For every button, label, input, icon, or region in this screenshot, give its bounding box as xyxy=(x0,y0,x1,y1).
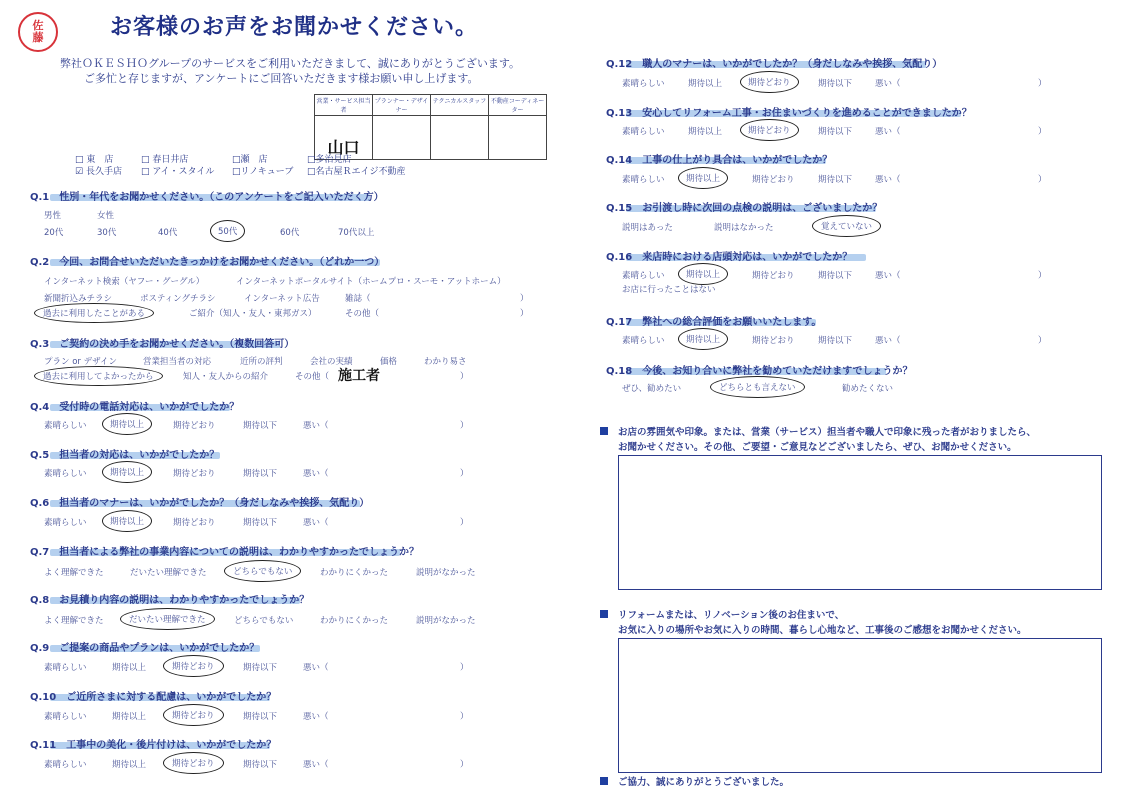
rating-option[interactable]: 悪い（ xyxy=(875,79,901,89)
square-bullet-icon xyxy=(600,777,608,785)
comment-prompt-2: リフォームまたは、リノベーション後のお住まいで、 xyxy=(618,610,845,621)
option[interactable]: 営業担当者の対応 xyxy=(143,357,212,367)
rating-option-selected[interactable]: 期待どおり xyxy=(740,119,799,141)
question-q7: Q.7 担当者による弊社の事業内容についての説明は、わかりやすかったでしょうか？ xyxy=(30,547,420,558)
paren: ） xyxy=(460,518,469,528)
rating-option[interactable]: 期待以上 xyxy=(112,663,147,673)
option-selected[interactable]: どちらでもない xyxy=(224,560,301,582)
option[interactable]: 勧めたくない xyxy=(842,384,894,394)
rating-option[interactable]: 期待どおり xyxy=(752,271,795,281)
question-q12: Q.12 職人のマナーは、いかがでしたか？（身だしなみや挨拶、気配り） xyxy=(606,59,943,70)
option[interactable]: よく理解できた xyxy=(44,616,104,626)
question-q11: Q.11 工事中の美化・後片付けは、いかがでしたか？ xyxy=(30,740,277,751)
square-bullet-icon xyxy=(600,427,608,435)
rating-option[interactable]: 期待以下 xyxy=(243,712,278,722)
option[interactable]: ご紹介（知人・友人・東邦ガス） xyxy=(189,309,317,319)
option[interactable]: わかりにくかった xyxy=(320,616,389,626)
technical-staff-cell[interactable] xyxy=(431,116,489,160)
rating-option[interactable]: 素晴らしい xyxy=(622,175,665,185)
rating-option[interactable]: 悪い（ xyxy=(875,271,901,281)
store-option[interactable]: □ 春日井店 xyxy=(141,155,189,165)
option[interactable]: 20代 xyxy=(44,228,64,238)
question-q4: Q.4 受付時の電話対応は、いかがでしたか？ xyxy=(30,402,240,413)
question-q8: Q.8 お見積り内容の説明は、わかりやすかったでしょうか？ xyxy=(30,595,310,606)
rating-option-selected[interactable]: 期待どおり xyxy=(163,655,224,677)
option[interactable]: 知人・友人からの紹介 xyxy=(183,372,269,382)
store-option[interactable]: □瀬 店 xyxy=(232,155,268,165)
rating-option[interactable]: 期待以下 xyxy=(243,663,278,673)
rating-option[interactable]: 期待以下 xyxy=(243,760,278,770)
option[interactable]: 会社の実績 xyxy=(310,357,353,367)
rating-option[interactable]: 期待どおり xyxy=(173,469,216,479)
paren: ） xyxy=(460,760,469,770)
option-selected[interactable]: 過去に利用してよかったから xyxy=(34,366,163,386)
option[interactable]: 雑誌（ xyxy=(345,294,371,304)
rating-option[interactable]: 素晴らしい xyxy=(44,663,87,673)
rating-option[interactable]: 素晴らしい xyxy=(44,421,87,431)
rating-option[interactable]: 期待どおり xyxy=(752,336,795,346)
rating-option[interactable]: 素晴らしい xyxy=(622,271,665,281)
rating-option-selected[interactable]: 期待以上 xyxy=(678,167,728,189)
option[interactable]: その他（ xyxy=(295,372,330,382)
paren: ） xyxy=(460,421,469,431)
rating-option[interactable]: 素晴らしい xyxy=(44,712,87,722)
option[interactable]: プラン or デザイン xyxy=(44,357,118,367)
rating-option[interactable]: 悪い（ xyxy=(303,518,329,528)
option-selected[interactable]: どちらとも言えない xyxy=(710,376,805,398)
store-option[interactable]: □多治見店 xyxy=(307,155,352,165)
option[interactable]: だいたい理解できた xyxy=(130,568,207,578)
rating-option[interactable]: 悪い（ xyxy=(303,469,329,479)
planner-cell[interactable] xyxy=(373,116,431,160)
question-q16: Q.16 来店時における店頭対応は、いかがでしたか？ xyxy=(606,252,853,263)
option[interactable]: お店に行ったことはない xyxy=(622,285,716,295)
option[interactable]: 価格 xyxy=(380,357,398,367)
rating-option-selected[interactable]: 期待どおり xyxy=(163,752,224,774)
option[interactable]: 70代以上 xyxy=(338,228,375,238)
question-q18: Q.18 今後、お知り合いに弊社を勧めていただけますでしょうか？ xyxy=(606,366,913,377)
option[interactable]: 女性 xyxy=(97,211,115,221)
comment-box-2[interactable] xyxy=(618,638,1102,773)
comment-prompt-1: お店の雰囲気や印象。または、営業（サービス）担当者や職人で印象に残った者がおりましたら、 xyxy=(618,427,1037,438)
paren: ） xyxy=(1038,271,1047,281)
option[interactable]: 30代 xyxy=(97,228,117,238)
option[interactable]: 近所の評判 xyxy=(240,357,283,367)
option[interactable]: その他（ xyxy=(345,309,380,319)
option-selected[interactable]: 過去に利用したことがある xyxy=(34,303,154,323)
question-q9: Q.9 ご提案の商品やプランは、いかがでしたか？ xyxy=(30,643,260,654)
question-q2: Q.2 今回、お問合せいただいたきっかけをお聞かせください。（どれか一つ） xyxy=(30,257,385,268)
paren: ） xyxy=(1038,175,1047,185)
question-q6: Q.6 担当者のマナーは、いかがでしたか？（身だしなみや挨拶、気配り） xyxy=(30,498,370,509)
option[interactable]: 男性 xyxy=(44,211,62,221)
rating-option[interactable]: 素晴らしい xyxy=(44,469,87,479)
rating-option[interactable]: 悪い（ xyxy=(875,127,901,137)
option[interactable]: 説明がなかった xyxy=(416,568,476,578)
rating-option-selected[interactable]: 期待以上 xyxy=(102,413,152,435)
option[interactable]: 説明がなかった xyxy=(416,616,476,626)
intro-line-2: ご多忙と存じますが、アンケートにご回答いただきます様お願い申し上げます。 xyxy=(84,72,479,85)
paren: ） xyxy=(520,309,529,319)
rating-option[interactable]: 期待以下 xyxy=(818,127,853,137)
option[interactable]: わかり易さ xyxy=(424,357,467,367)
option[interactable]: 説明はあった xyxy=(622,223,673,233)
realestate-cell[interactable] xyxy=(489,116,547,160)
store-option[interactable]: □ 東 店 xyxy=(75,155,114,165)
option-selected[interactable]: 覚えていない xyxy=(812,215,881,237)
question-q14: Q.14 工事の仕上がり具合は、いかがでしたか？ xyxy=(606,155,833,166)
seal-stamp: 佐 藤 xyxy=(18,12,58,52)
sales-staff-name: 山口 xyxy=(327,138,360,157)
checked-box-icon: ☑ xyxy=(75,167,84,177)
handwritten-answer: 施工者 xyxy=(338,368,380,384)
rating-option[interactable]: 期待どおり xyxy=(752,175,795,185)
paren: ） xyxy=(460,663,469,673)
store-label: 長久手店 xyxy=(85,167,122,177)
store-option[interactable]: □リノキューブ xyxy=(232,167,294,177)
rating-option[interactable]: 期待以下 xyxy=(243,469,278,479)
page-title: お客様のお声をお聞かせください。 xyxy=(110,15,479,40)
option[interactable]: インターネット検索（ヤフー・グーグル） xyxy=(44,277,205,287)
rating-option[interactable]: 素晴らしい xyxy=(44,518,87,528)
rating-option[interactable]: 期待以上 xyxy=(112,760,147,770)
paren: ） xyxy=(1038,336,1047,346)
option[interactable]: どちらでもない xyxy=(234,616,294,626)
paren: ） xyxy=(460,712,469,722)
option[interactable]: 新聞折込みチラシ xyxy=(44,294,113,304)
staff-header: テクニカルスタッフ xyxy=(431,95,489,116)
store-option[interactable]: □ アイ・スタイル xyxy=(141,167,215,177)
intro-line-1: 弊社ＯＫＥＳＨＯグループのサービスをご利用いただきまして、誠にありがとうございます。 xyxy=(60,57,521,70)
question-q10: Q.10 ご近所さまに対する配慮は、いかがでしたか？ xyxy=(30,692,277,703)
paren: ） xyxy=(1038,79,1047,89)
rating-option-selected[interactable]: 期待どおり xyxy=(163,704,224,726)
rating-option[interactable]: 悪い（ xyxy=(303,712,329,722)
rating-option[interactable]: 期待以下 xyxy=(818,336,853,346)
staff-header: 営業・サービス担当者 xyxy=(315,95,373,116)
paren: ） xyxy=(460,469,469,479)
paren: ） xyxy=(460,372,469,382)
rating-option[interactable]: 悪い（ xyxy=(303,760,329,770)
question-q13: Q.13 安心してリフォーム工事・お住まいづくりを進めることができましたか？ xyxy=(606,108,972,119)
question-q15: Q.15 お引渡し時に次回の点検の説明は、ございましたか？ xyxy=(606,203,883,214)
rating-option[interactable]: 期待以上 xyxy=(112,712,147,722)
question-q5: Q.5 担当者の対応は、いかがでしたか？ xyxy=(30,450,220,461)
comment-prompt-1b: お聞かせください。その他、ご要望・ご意見などございましたら、ぜひ、お聞かせください。 xyxy=(618,442,1017,453)
option[interactable]: 説明はなかった xyxy=(714,223,774,233)
staff-header: 不動産コーディネーター xyxy=(489,95,547,116)
question-q1: Q.1 性別・年代をお聞かせください。（このアンケートをご記入いただく方） xyxy=(30,192,384,203)
rating-option[interactable]: 期待以下 xyxy=(243,421,278,431)
rating-option-selected[interactable]: 期待以上 xyxy=(102,510,152,532)
rating-option[interactable]: 悪い（ xyxy=(303,421,329,431)
store-option[interactable]: □名古屋Ｒエイジ不動産 xyxy=(307,167,406,177)
rating-option-selected[interactable]: 期待どおり xyxy=(740,71,799,93)
comment-prompt-2b: お気に入りの場所やお気に入りの時間、暮らし心地など、工事後のご感想をお聞かせください。 xyxy=(618,625,1027,636)
staff-table xyxy=(314,94,547,160)
rating-option[interactable]: 期待どおり xyxy=(173,518,216,528)
option-selected[interactable]: だいたい理解できた xyxy=(120,608,215,630)
option-selected[interactable]: 50代 xyxy=(210,220,245,242)
rating-option[interactable]: 期待以下 xyxy=(818,271,853,281)
rating-option[interactable]: 悪い（ xyxy=(875,336,901,346)
option[interactable]: ポスティングチラシ xyxy=(140,294,216,304)
option[interactable]: わかりにくかった xyxy=(320,568,389,578)
staff-header: プランナー・デザイナー xyxy=(373,95,431,116)
option[interactable]: インターネットポータルサイト（ホームプロ・スーモ・アットホーム） xyxy=(236,277,506,287)
paren: ） xyxy=(520,294,529,304)
question-q3: Q.3 ご契約の決め手をお聞かせください。（複数回答可） xyxy=(30,339,295,350)
option[interactable]: 40代 xyxy=(158,228,178,238)
option[interactable]: よく理解できた xyxy=(44,568,104,578)
rating-option[interactable]: 悪い（ xyxy=(875,175,901,185)
rating-option[interactable]: 期待以上 xyxy=(688,79,723,89)
rating-option[interactable]: 期待以上 xyxy=(688,127,723,137)
rating-option[interactable]: 悪い（ xyxy=(303,663,329,673)
rating-option[interactable]: 期待以下 xyxy=(818,175,853,185)
rating-option[interactable]: 期待以下 xyxy=(243,518,278,528)
closing-thanks: ご協力、誠にありがとうございました。 xyxy=(618,777,790,788)
rating-option-selected[interactable]: 期待以上 xyxy=(678,263,728,285)
paren: ） xyxy=(1038,127,1047,137)
rating-option[interactable]: 素晴らしい xyxy=(44,760,87,770)
square-bullet-icon xyxy=(600,610,608,618)
rating-option[interactable]: 期待以下 xyxy=(818,79,853,89)
store-option-checked[interactable] xyxy=(75,164,122,177)
rating-option[interactable]: 素晴らしい xyxy=(622,127,665,137)
option[interactable]: ぜひ、勧めたい xyxy=(622,384,682,394)
rating-option[interactable]: 素晴らしい xyxy=(622,79,665,89)
comment-box-1[interactable] xyxy=(618,455,1102,590)
option[interactable]: 60代 xyxy=(280,228,300,238)
rating-option[interactable]: 期待どおり xyxy=(173,421,216,431)
option[interactable]: インターネット広告 xyxy=(244,294,320,304)
rating-option-selected[interactable]: 期待以上 xyxy=(678,328,728,350)
rating-option[interactable]: 素晴らしい xyxy=(622,336,665,346)
rating-option-selected[interactable]: 期待以上 xyxy=(102,461,152,483)
question-q17: Q.17 弊社への総合評価をお願いいたします。 xyxy=(606,317,822,328)
